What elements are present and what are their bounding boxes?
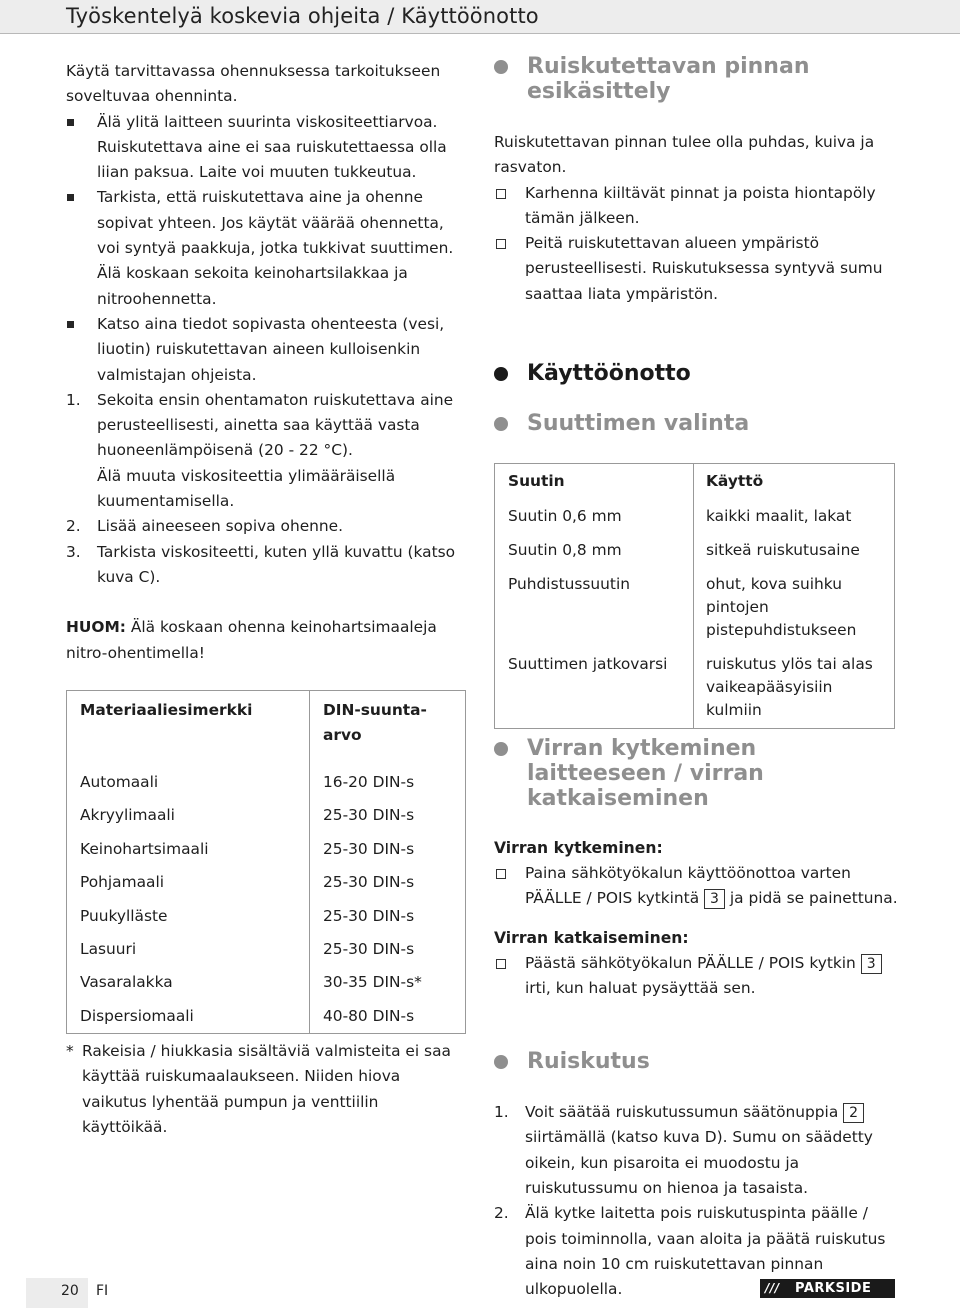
part-ref-box: 3 xyxy=(861,954,882,974)
step-continuation: Älä muuta viskositeettia ylimääräisellä kuumentamisella. xyxy=(97,466,396,511)
prep-intro: Ruiskutettavan pinnan tulee olla puhdas, kuiva ja rasvaton. xyxy=(494,133,875,177)
table-cell: 30-35 DIN-s* xyxy=(323,973,422,992)
step-number: 3. xyxy=(66,542,81,561)
material-table xyxy=(66,690,466,1034)
step-text: Sekoita ensin ohentamaton ruiskutettava aine perusteellisesti, ainetta saa käyttää vasta huoneenlämpöisenä (20 - 22 °C). xyxy=(97,390,454,460)
table-cell: Dispersiomaali xyxy=(67,1000,310,1033)
warning-note xyxy=(66,615,456,666)
step-item: 2. Älä kytke laitetta pois ruiskutuspinta päälle / pois toiminnolla, vaan aloita ja päätä ruiskutus aina noin 10 cm ruiskutettavan pinnan ulkopuolella. xyxy=(494,1201,899,1302)
table-cell: Puhdistussuutin xyxy=(495,568,694,648)
note-text: Älä koskaan ohenna keinohartsimaaleja nitro-ohentimella! xyxy=(66,618,437,662)
section-heading-nozzle: Suuttimen valinta xyxy=(494,411,899,436)
table-header-cell: Suutin xyxy=(495,464,694,501)
step-item xyxy=(66,514,456,539)
section-heading-spraying: Ruiskutus xyxy=(494,1049,899,1074)
section-heading-surface-prep: Ruiskutettavan pinnan esikäsittely xyxy=(494,54,899,104)
prep-item: Karhenna kiiltävät pinnat ja poista hiontapöly tämän jälkeen. xyxy=(494,181,899,232)
table-row xyxy=(495,534,895,568)
bullet-item: Tarkista, että ruiskutettava aine ja ohenne sopivat yhteen. Jos käytät väärää ohennetta, voi syntyä paakkuja, jotka tukkivat suuttimen. Älä koskaan sekoita keinohartsilakkaa ja nitroohennetta. xyxy=(66,185,456,311)
language-code: FI xyxy=(96,1283,109,1299)
page-title: Työskentelyä koskevia ohjeita / Käyttöönotto xyxy=(66,4,539,28)
table-cell: 16-20 DIN-s xyxy=(323,773,415,791)
power-on-heading: Virran kytkeminen: xyxy=(494,839,663,857)
step-number: 1. xyxy=(494,1103,509,1122)
footnote-text: Rakeisia / hiukkasia sisältäviä valmisteita ei saa käyttää ruiskumaalaukseen. Niiden hiova vaikutus lyhentää pumpun ja venttiilin käyttöikää. xyxy=(82,1042,451,1136)
part-ref-box: 2 xyxy=(843,1103,864,1123)
table-cell: Puukylläste xyxy=(67,900,310,933)
bullet-dot-icon xyxy=(494,417,508,431)
table-row xyxy=(495,500,895,534)
logo-stripes-icon: /// xyxy=(765,1281,780,1295)
page-number: 20 xyxy=(61,1283,79,1299)
power-section xyxy=(494,736,899,1303)
table-row xyxy=(67,799,466,832)
table-cell: ruiskutus ylös tai alas vaikeapääsyisiin kulmiin xyxy=(706,655,873,719)
bullet-item: Katso aina tiedot sopivasta ohenteesta (vesi, liuotin) ruiskutettavan aineen kulloisenkin valmistajan ohjeista. xyxy=(66,312,456,388)
table-cell: Lasuuri xyxy=(67,933,310,966)
table-header-row xyxy=(67,691,466,767)
step-number: 1. xyxy=(66,390,81,409)
bullet-dot-icon xyxy=(494,367,508,381)
table-cell: Keinohartsimaali xyxy=(67,833,310,866)
table-row xyxy=(67,1000,466,1033)
table-row xyxy=(67,766,466,799)
table-cell: 25-30 DIN-s xyxy=(323,839,415,858)
power-off-heading: Virran katkaiseminen: xyxy=(494,928,689,947)
section-heading-startup: Käyttöönotto xyxy=(494,361,899,386)
table-cell: Pohjamaali xyxy=(67,866,310,899)
table-cell: kaikki maalit, lakat xyxy=(706,507,852,525)
table-header-cell: Materiaaliesimerkki xyxy=(67,691,310,767)
part-ref-box: 3 xyxy=(704,889,725,909)
bullet-dot-icon xyxy=(494,60,508,74)
table-row xyxy=(67,966,466,999)
table-cell: Akryylimaali xyxy=(67,799,310,832)
footnote xyxy=(66,1039,466,1140)
step-item: 1. Voit säätää ruiskutussumun säätönuppia 2 siirtämällä (katso kuva D). Sumu on säädetty oikein, kun pisaroita ei muodostu ja ruiskutussumu on hienoa ja tasaista. xyxy=(494,1100,899,1201)
table-cell: 25-30 DIN-s xyxy=(323,939,415,958)
table-cell: Suuttimen jatkovarsi xyxy=(495,648,694,729)
step-number: 2. xyxy=(494,1204,509,1223)
nozzle-table xyxy=(494,463,895,729)
brand-logo xyxy=(760,1279,895,1298)
bullet-item: Älä ylitä laitteen suurinta viskositeettiarvoa. Ruiskutettava aine ei saa ruiskutettaessa olla liian paksua. Laite voi muuten tukkeutua. xyxy=(66,110,456,186)
table-cell: 25-30 DIN-s xyxy=(323,906,415,925)
table-cell: Suutin 0,6 mm xyxy=(495,500,694,534)
step-number: 2. xyxy=(66,517,81,536)
step-item xyxy=(66,540,456,591)
table-cell: Vasaralakka xyxy=(67,966,310,999)
table-row xyxy=(67,866,466,899)
table-row xyxy=(67,933,466,966)
step-text: Tarkista viskositeetti, kuten yllä kuvattu (katso kuva C). xyxy=(97,542,456,586)
table-header-cell: Käyttö xyxy=(706,472,764,490)
left-column xyxy=(66,59,456,666)
right-column xyxy=(494,54,899,436)
table-row xyxy=(67,900,466,933)
step-text: Lisää aineeseen sopiva ohenne. xyxy=(97,517,344,536)
table-cell: ohut, kova suihku pintojen pistepuhdistukseen xyxy=(706,575,857,639)
table-cell: Suutin 0,8 mm xyxy=(495,534,694,568)
logo-text: PARKSIDE xyxy=(795,1281,872,1296)
intro-text: Käytä tarvittavassa ohennuksessa tarkoitukseen soveltuvaa ohenninta. xyxy=(66,62,441,106)
table-header-cell: DIN-suunta-arvo xyxy=(323,701,427,744)
power-off-item: Päästä sähkötyökalun PÄÄLLE / POIS kytkin 3 irti, kun haluat pysäyttää sen. xyxy=(494,951,899,1002)
bullet-dot-icon xyxy=(494,742,508,756)
table-cell: 40-80 DIN-s xyxy=(323,1006,415,1025)
table-row xyxy=(495,568,895,648)
table-row xyxy=(495,648,895,729)
power-on-item: Paina sähkötyökalun käyttöönottoa varten PÄÄLLE / POIS kytkintä 3 ja pidä se painettuna. xyxy=(494,861,899,912)
table-header-row xyxy=(495,464,895,501)
table-cell: Automaali xyxy=(67,766,310,799)
bullet-dot-icon xyxy=(494,1055,508,1069)
section-heading-power: Virran kytkeminen laitteeseen / virran katkaiseminen xyxy=(494,736,899,811)
note-label: HUOM: xyxy=(66,618,126,637)
table-cell: 25-30 DIN-s xyxy=(323,806,415,825)
prep-item: Peitä ruiskutettavan alueen ympäristö perusteellisesti. Ruiskutuksessa syntyvä sumu saattaa liata ympäristön. xyxy=(494,231,899,307)
table-row xyxy=(67,833,466,866)
table-cell: 25-30 DIN-s xyxy=(323,873,415,892)
footnote-marker: * xyxy=(66,1042,74,1060)
table-cell: sitkeä ruiskutusaine xyxy=(706,541,860,559)
step-item xyxy=(66,388,456,464)
